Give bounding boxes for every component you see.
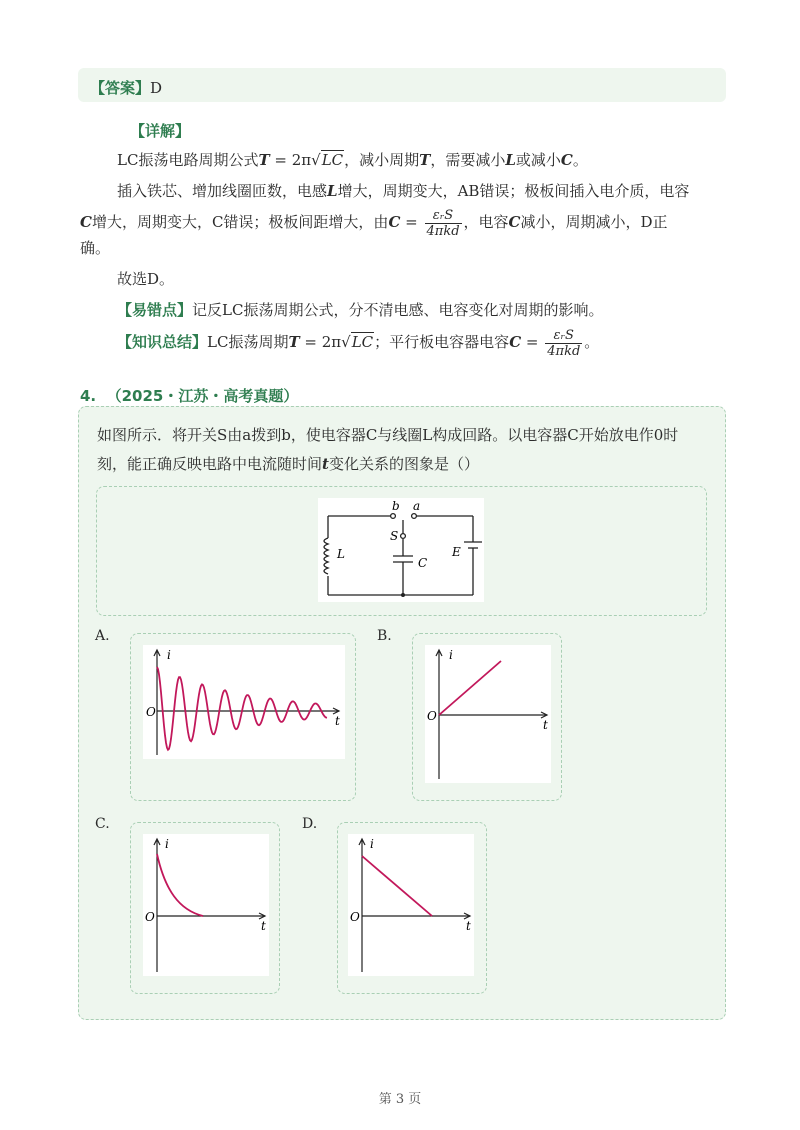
option-d-y-label: i (370, 837, 374, 851)
option-b-origin: O (427, 709, 437, 723)
detail-line-2: 插入铁芯、增加线圈匝数，电感L增大，周期变大，AB错误；极板间插入电介质，电容 (117, 182, 690, 200)
circuit-label-E: E (452, 545, 461, 559)
detail-line-1: LC振荡电路周期公式T = 2π√LC，减小周期T，需要减小L或减小C。 (117, 151, 588, 169)
option-c-curve (157, 854, 203, 916)
circuit-label-C: C (418, 556, 428, 570)
option-a-y-label: i (167, 648, 171, 662)
mistake-line: 【易错点】记反LC振荡周期公式，分不清电感、电容变化对周期的影响。 (117, 301, 604, 319)
option-a-graph (143, 645, 345, 759)
option-b-y-label: i (449, 648, 453, 662)
option-d-origin: O (350, 910, 360, 924)
capacitance-fraction: $\frac{\text{εᵣS}}{\text{4πkd}}$ (426, 207, 460, 239)
option-c-x-label: t (261, 919, 266, 933)
circuit-label-S: S (390, 529, 399, 543)
circuit-label-a: a (413, 499, 421, 513)
answer-label: 【答案】 (90, 79, 151, 97)
circuit-label-b: b (392, 499, 400, 513)
option-b-graph (425, 645, 551, 783)
detail-line-5: 故选D。 (117, 270, 175, 288)
summary-fraction: $\frac{\text{εᵣS}}{\text{4πkd}}$ (547, 327, 581, 359)
summary-label: 【知识总结】 (117, 333, 208, 351)
mistake-label: 【易错点】 (117, 301, 193, 319)
detail-line-4: 确。 (80, 239, 111, 257)
option-a-x-label: t (335, 714, 340, 728)
question-stem-line-1: 如图所示．将开关S由a拨到b，使电容器C与线圈L构成回路。以电容器C开始放电作0时 (97, 426, 679, 444)
option-d-x-label: t (466, 919, 471, 933)
summary-line: 【知识总结】LC振荡周期T = 2π√LC；平行板电容器电容C = $\frac{\text{εᵣS}}{\text{4πkd}}$ 。 (117, 327, 600, 359)
option-d-label[interactable]: D. (302, 816, 318, 832)
question-header (80, 385, 298, 406)
option-d-graph (348, 834, 474, 976)
question-stem-line-2: 刻，能正确反映电路中电流随时间t变化关系的图象是（） (97, 455, 479, 473)
option-c-origin: O (145, 910, 155, 924)
option-b-curve (439, 661, 501, 715)
page-number: 第 3 页 (378, 1092, 422, 1107)
answer-value: D (150, 79, 163, 97)
option-a-origin: O (146, 705, 156, 719)
option-c-y-label: i (165, 837, 169, 851)
circuit-diagram (318, 498, 484, 602)
circuit-label-L: L (337, 547, 345, 561)
option-b-label[interactable]: B. (377, 628, 392, 644)
option-d-curve (362, 856, 432, 916)
option-a-curve (157, 667, 327, 750)
answer-bar (78, 68, 726, 102)
question-number: 4. (80, 387, 97, 405)
option-b-x-label: t (543, 718, 548, 732)
option-c-graph (143, 834, 269, 976)
detail-line-3: C增大，周期变大，C错误；极板间距增大，由C = $\frac{\text{εᵣS}}{\text{4πkd}}$ ，电容C减小，周期减小，D正 (80, 207, 668, 239)
answer-line (90, 77, 162, 98)
detail-heading: 【详解】 (130, 122, 191, 140)
option-a-label[interactable]: A. (95, 628, 110, 644)
question-source: （2025・江苏・高考真题） (106, 387, 299, 405)
option-c-label[interactable]: C. (95, 816, 110, 832)
